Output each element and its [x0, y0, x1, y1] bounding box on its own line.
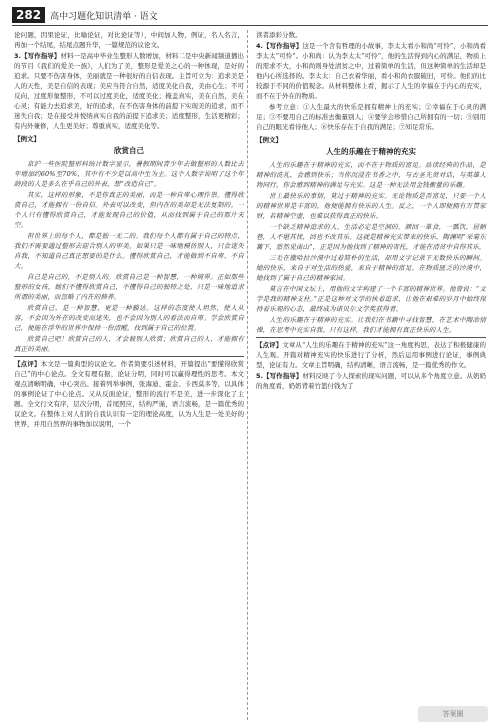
- essay-paragraph: 世上最快乐的事情，莫过于精神的充实。无论物质是否富足，只要一个人的精神世界是丰富的，他便能拥有快乐的人生。反之，一个人即便拥有万贯家财，若精神空虚，也难以获得真正的快乐。: [256, 192, 486, 220]
- comment-tag: 【点评】: [256, 341, 283, 349]
- guide-text: 这是一个含有哲理的小故事，李太太看小和尚“可怜”，小和尚看李太太“可怜”。小和尚：认为李太太“可怜”，他的生活得到内心的满足，物质上的需求不大，小和尚则身处清贫之中，过着简单的生活，但这种简单的生活却是他内心所选择的。李太太：自己衣着华丽，看小和尚衣服破旧，可怜。他们的比较源于不同的价值观念。从材料整体上看，揭示了人生的幸福在于内心的充实，而不在于外在的物质。: [256, 42, 486, 100]
- essay-paragraph: 三毛在撒哈拉沙漠中过着简朴的生活，却用文字记录下无数快乐的瞬间。她的快乐，来自于对生活的热爱，来自于精神的富足。在物质匮乏的沙漠中，她找到了属于自己的精神家园。: [256, 254, 486, 282]
- example-label: 【例文】: [14, 135, 40, 143]
- guide-number: 3.: [14, 52, 21, 60]
- page-header: [12, 6, 488, 24]
- essay-paragraph: 莫言在中国文坛上，用他的文字构建了一个丰富的精神世界。他曾说：“文学是我的精神支柱。”正是这种对文学的执着追求，让他在艰难的岁月中始终保持着乐观的心态，最终成为诺贝尔文学奖获得者。: [256, 285, 486, 313]
- essay-paragraph: 京沪一些医院整形科统计数字显示，暑假期间青少年去做整形的人数比去年增加约60%至70%，其中有不少是以高中生为主。这个人数字说明了这个年龄段的人是多么在乎自己的外表，想“改造自己”。: [14, 160, 244, 188]
- guide-number: 5.: [256, 372, 263, 380]
- essay-paragraph: 一个缺乏精神追求的人，生活必定是空洞的。颜回一箪食，一瓢饮，居陋巷，人不堪其忧，回也不改其乐。这就是精神充实带来的快乐。陶渊明“采菊东篱下，悠然见南山”，正是因为他找到了精神的寄托，才能在清贫中自得其乐。: [256, 223, 486, 251]
- essay-paragraph: 但世界上的每个人，都是独一无二的。我们每个人都有属于自己的特点，我们不需要通过整形去迎合别人的审美。如果只是一味地模仿别人，只会迷失自我，不知道自己真正想要的是什么。懂得欣赏自己，才能做到不自卑、不自大。: [14, 232, 244, 270]
- guide-tag: 【写作指导】: [263, 372, 303, 380]
- comment-tag: 【点评】: [14, 360, 41, 368]
- reference-text: ①人生最大的快乐是拥有精神上的充实；②幸福在于心灵的满足；③不要用自己的标准去衡量别人；④要学会珍惜自己所拥有的一切；⑤别用自己的眼光看待他人；⑥快乐存在于自我的满足；⑦知足常乐。: [256, 103, 487, 131]
- reference-ideas: [256, 102, 486, 132]
- left-continuation: 论问题，因果论证，比喻论证，对比论证等），中间加人物，例证，名人名言，再加一个结尾，结尾点题升华，一篇规范的议论文。: [14, 31, 244, 49]
- comment-text: 本文是一篇典型的议论文。作者简要引述材料，开篇提出“要懂得欣赏自己”的中心论点。全文有理有据，论证分明，同时可以赢得理性的思考。本文观点清晰明确，中心突出。接着列举事例，张海迪、霍金、卡西莫多等，以具体的事例论证了中心论点。又从反面论证，整形的流行不是美，进一步深化了主题。全文行文有序，层次分明，首尾照应，结构严谨，语言流畅，是一篇优秀的议论文。在整体上对人们的自我认识有一定的理论高度，认为人生是一处美好的世界，并用自然界的事物加以说明，一个: [14, 360, 244, 428]
- essay-paragraph: 欣赏自己，是一种智慧，更是一种豁达。这样的态度使人坦然，使人从容，不会因为外在的改变而迷失，也不会因为别人的看法而自卑。学会欣赏自己，便能在浮华的世界中保持一份清醒，找到属于自己的位置。: [14, 304, 244, 332]
- left-writing-guide: [14, 51, 244, 131]
- right-continuation: 读者添彩分数。: [256, 31, 302, 39]
- next-writing-guide: [256, 371, 486, 391]
- guide-text: 材料一是高中毕业生整形人数增加，材料二是中央新闻频道播出的节目《我们的爱美一族》，人们为了美，整形是爱美之心的一种体现，是好的追求。只要不伤害身体，美丽就是一种很好的自信表现。主旨可立为：追求美是人的天性，美是自信的表现；美应当符合自然，适度美化自我，美由心生；不可反向，过度形象整形，不可以过度美化，适度美化；掩盖真实，美在自然，美在心灵；有能力去追求美，好的追求，在不伤害身体的前提下实现美的追求，而不迷失自我；是在接受并悦纳真实自我的前提下追求美；适度整形，生活更精彩；有内外兼修，人生更美好；尊重真实，适度美化等。: [14, 52, 245, 130]
- essay-title: 欣赏自己: [114, 146, 144, 155]
- watermark-logo: 答案圈: [418, 706, 488, 722]
- essay-paragraph: 人生的乐趣在于精神的充实，而不在于物质的富足。品读经典的作品，是精神的洗礼，会感到快乐；当你沉浸在书香之中，与古圣先贤对话，与英雄人物同行，你会感到精神的满足与充实。这是一种无法用金钱衡量的乐趣。: [256, 161, 486, 189]
- page-number: 282: [12, 7, 45, 23]
- guide-number: 4.: [256, 42, 263, 50]
- guide-tag: 【写作指导】: [21, 52, 61, 60]
- comment-block: [256, 337, 486, 370]
- right-writing-guide: [256, 41, 486, 101]
- comment-text: 文章从“人生的乐趣在于精神的充实”这一角度构思，表达了积极健康的人生观。开篇对精神充实的快乐进行了分析，然后运用事例进行论证，事例典型，论证有力。文章主旨明确，结构清晰，语言流畅，是一篇优秀的作文。: [256, 341, 487, 369]
- guide-text: 材料反映了今人探索的现实问题，可以从多个角度立意。从奶奶的角度看，奶奶背着竹篮付钱为了: [256, 372, 487, 390]
- right-column: [256, 30, 486, 392]
- left-column: [14, 30, 244, 430]
- column-divider: [247, 30, 248, 720]
- essay-title: 人生的乐趣在于精神的充实: [326, 147, 416, 156]
- essay-paragraph: 其实，这样的形象，不是你真正的美丽，而是一种自卑心理作祟。懂得欣赏自己，才能拥有一份自信。外表可以改变，但内在的美却是无法复制的。一个人只有懂得欣赏自己，才能发现自己的价值，从而找到属于自己的那片天空。: [14, 191, 244, 229]
- essay-paragraph: 人生的乐趣在于精神的充实。让我们在书籍中寻找智慧，在艺术中陶冶情操，在思考中充实自我。只有这样，我们才能拥有真正快乐的人生。: [256, 316, 486, 334]
- comment-block: [14, 356, 244, 429]
- guide-tag: 【写作指导】: [263, 42, 303, 50]
- essay-paragraph: 欣赏自己吧！欣赏自己的人，才会被别人欣赏；欣赏自己的人，才能拥有真正的美丽。: [14, 335, 244, 353]
- reference-label: 参考立意：: [269, 103, 303, 111]
- book-title: 高中习题化知识清单 · 语文: [50, 11, 158, 22]
- header-rule: [12, 25, 488, 26]
- essay-paragraph: 自己是自己的，不是别人的。欣赏自己是一种智慧，一种境界。正如那些整形的女孩，她们不懂得欣赏自己，不懂得自己的独特之处，只是一味地追求所谓的美丽，而忽略了内在的修养。: [14, 273, 244, 301]
- example-label: 【例文】: [256, 136, 282, 144]
